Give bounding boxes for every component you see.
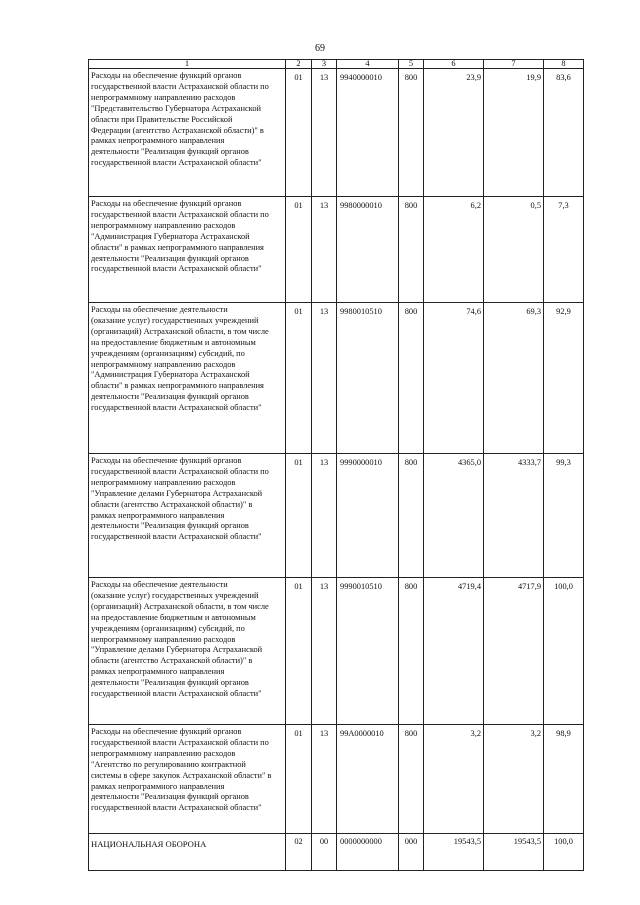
row-section: 01: [286, 578, 312, 725]
header-cell: 4: [337, 60, 399, 69]
row-subsection: 13: [312, 454, 337, 578]
row-description: Расходы на обеспечение функций органов государственной власти Астраханской области по непрограммному направлению расходов "Агентство по регулированию контрактной системы в сфере закупок Астраханской области" в рамках непрограммного направления деятельности "Реализация функций органов государственной власти Астраханской области": [89, 725, 286, 834]
row-planned: 3,2: [424, 725, 484, 834]
page-number: 69: [315, 43, 325, 54]
row-subsection: 13: [312, 578, 337, 725]
row-executed: 4717,9: [484, 578, 544, 725]
row-percent: 7,3: [544, 197, 584, 303]
row-section: 01: [286, 725, 312, 834]
table-row: [89, 454, 584, 578]
row-percent: 83,6: [544, 69, 584, 197]
row-subsection: 13: [312, 303, 337, 454]
row-planned: 4365,0: [424, 454, 484, 578]
row-subsection: 13: [312, 69, 337, 197]
table-row: [89, 69, 584, 197]
row-description: Расходы на обеспечение деятельности (оказание услуг) государственных учреждений (организаций) Астраханской области, в том числе на предоставление бюджетным и автономным учреждениям (организациям) субсидий, по непрограммному направлению расходов "Администрация Губернатора Астраханской области" в рамках непрограммного направления деятельности "Реализация функций органов государственной власти Астраханской области": [89, 303, 286, 454]
row-target-code: 9980010510: [337, 303, 399, 454]
row-planned: 4719,4: [424, 578, 484, 725]
header-row: [89, 60, 584, 69]
row-description: Расходы на обеспечение функций органов государственной власти Астраханской области по непрограммному направлению расходов "Управление делами Губернатора Астраханской области (агентство Астраханской области)" в рамках непрограммного направления деятельности "Реализация функций органов государственной власти Астраханской области": [89, 454, 286, 578]
budget-table: [88, 59, 584, 871]
header-cell: 6: [424, 60, 484, 69]
header-cell: 3: [312, 60, 337, 69]
header-cell: 7: [484, 60, 544, 69]
row-planned: 74,6: [424, 303, 484, 454]
row-expense-type: 800: [399, 578, 424, 725]
table-row: [89, 303, 584, 454]
row-expense-type: 800: [399, 725, 424, 834]
row-description: Расходы на обеспечение деятельности (оказание услуг) государственных учреждений (организаций) Астраханской области, в том числе на предоставление бюджетным и автономным учреждениям (организациям) субсидий, по непрограммному направлению расходов "Управление делами Губернатора Астраханской области (агентство Астраханской области)" в рамках непрограммного направления деятельности "Реализация функций органов государственной власти Астраханской области": [89, 578, 286, 725]
row-target-code: 9990000010: [337, 454, 399, 578]
row-subsection: 13: [312, 725, 337, 834]
row-executed: 69,3: [484, 303, 544, 454]
row-executed: 3,2: [484, 725, 544, 834]
table-row: [89, 725, 584, 834]
row-executed: 19543,5: [484, 834, 544, 871]
row-subsection: 00: [312, 834, 337, 871]
row-percent: 100,0: [544, 578, 584, 725]
row-target-code: 0000000000: [337, 834, 399, 871]
row-planned: 6,2: [424, 197, 484, 303]
row-target-code: 9990010510: [337, 578, 399, 725]
row-percent: 92,9: [544, 303, 584, 454]
row-target-code: 9980000010: [337, 197, 399, 303]
row-section: 02: [286, 834, 312, 871]
header-cell: 5: [399, 60, 424, 69]
table-row: [89, 834, 584, 871]
row-description: Расходы на обеспечение функций органов государственной власти Астраханской области по непрограммному направлению расходов "Представительство Губернатора Астраханской области при Правительстве Российской Федерации (агентство Астраханской области)" в рамках непрограммного направления деятельности "Реализация функций органов государственной власти Астраханской области": [89, 69, 286, 197]
row-subsection: 13: [312, 197, 337, 303]
row-section: 01: [286, 197, 312, 303]
row-planned: 23,9: [424, 69, 484, 197]
row-section: 01: [286, 69, 312, 197]
row-percent: 99,3: [544, 454, 584, 578]
header-cell: 8: [544, 60, 584, 69]
row-executed: 4333,7: [484, 454, 544, 578]
table-row: [89, 578, 584, 725]
row-expense-type: 800: [399, 303, 424, 454]
row-executed: 19,9: [484, 69, 544, 197]
table-row: [89, 197, 584, 303]
row-expense-type: 800: [399, 454, 424, 578]
row-expense-type: 000: [399, 834, 424, 871]
row-target-code: 9940000010: [337, 69, 399, 197]
row-expense-type: 800: [399, 197, 424, 303]
row-description: НАЦИОНАЛЬНАЯ ОБОРОНА: [89, 834, 286, 871]
header-cell: 1: [89, 60, 286, 69]
row-section: 01: [286, 454, 312, 578]
row-percent: 98,9: [544, 725, 584, 834]
row-description: Расходы на обеспечение функций органов государственной власти Астраханской области по непрограммному направлению расходов "Администрация Губернатора Астраханской области" в рамках непрограммного направления деятельности "Реализация функций органов государственной власти Астраханской области": [89, 197, 286, 303]
row-expense-type: 800: [399, 69, 424, 197]
row-section: 01: [286, 303, 312, 454]
header-cell: 2: [286, 60, 312, 69]
row-planned: 19543,5: [424, 834, 484, 871]
row-percent: 100,0: [544, 834, 584, 871]
row-executed: 0,5: [484, 197, 544, 303]
row-target-code: 99A0000010: [337, 725, 399, 834]
